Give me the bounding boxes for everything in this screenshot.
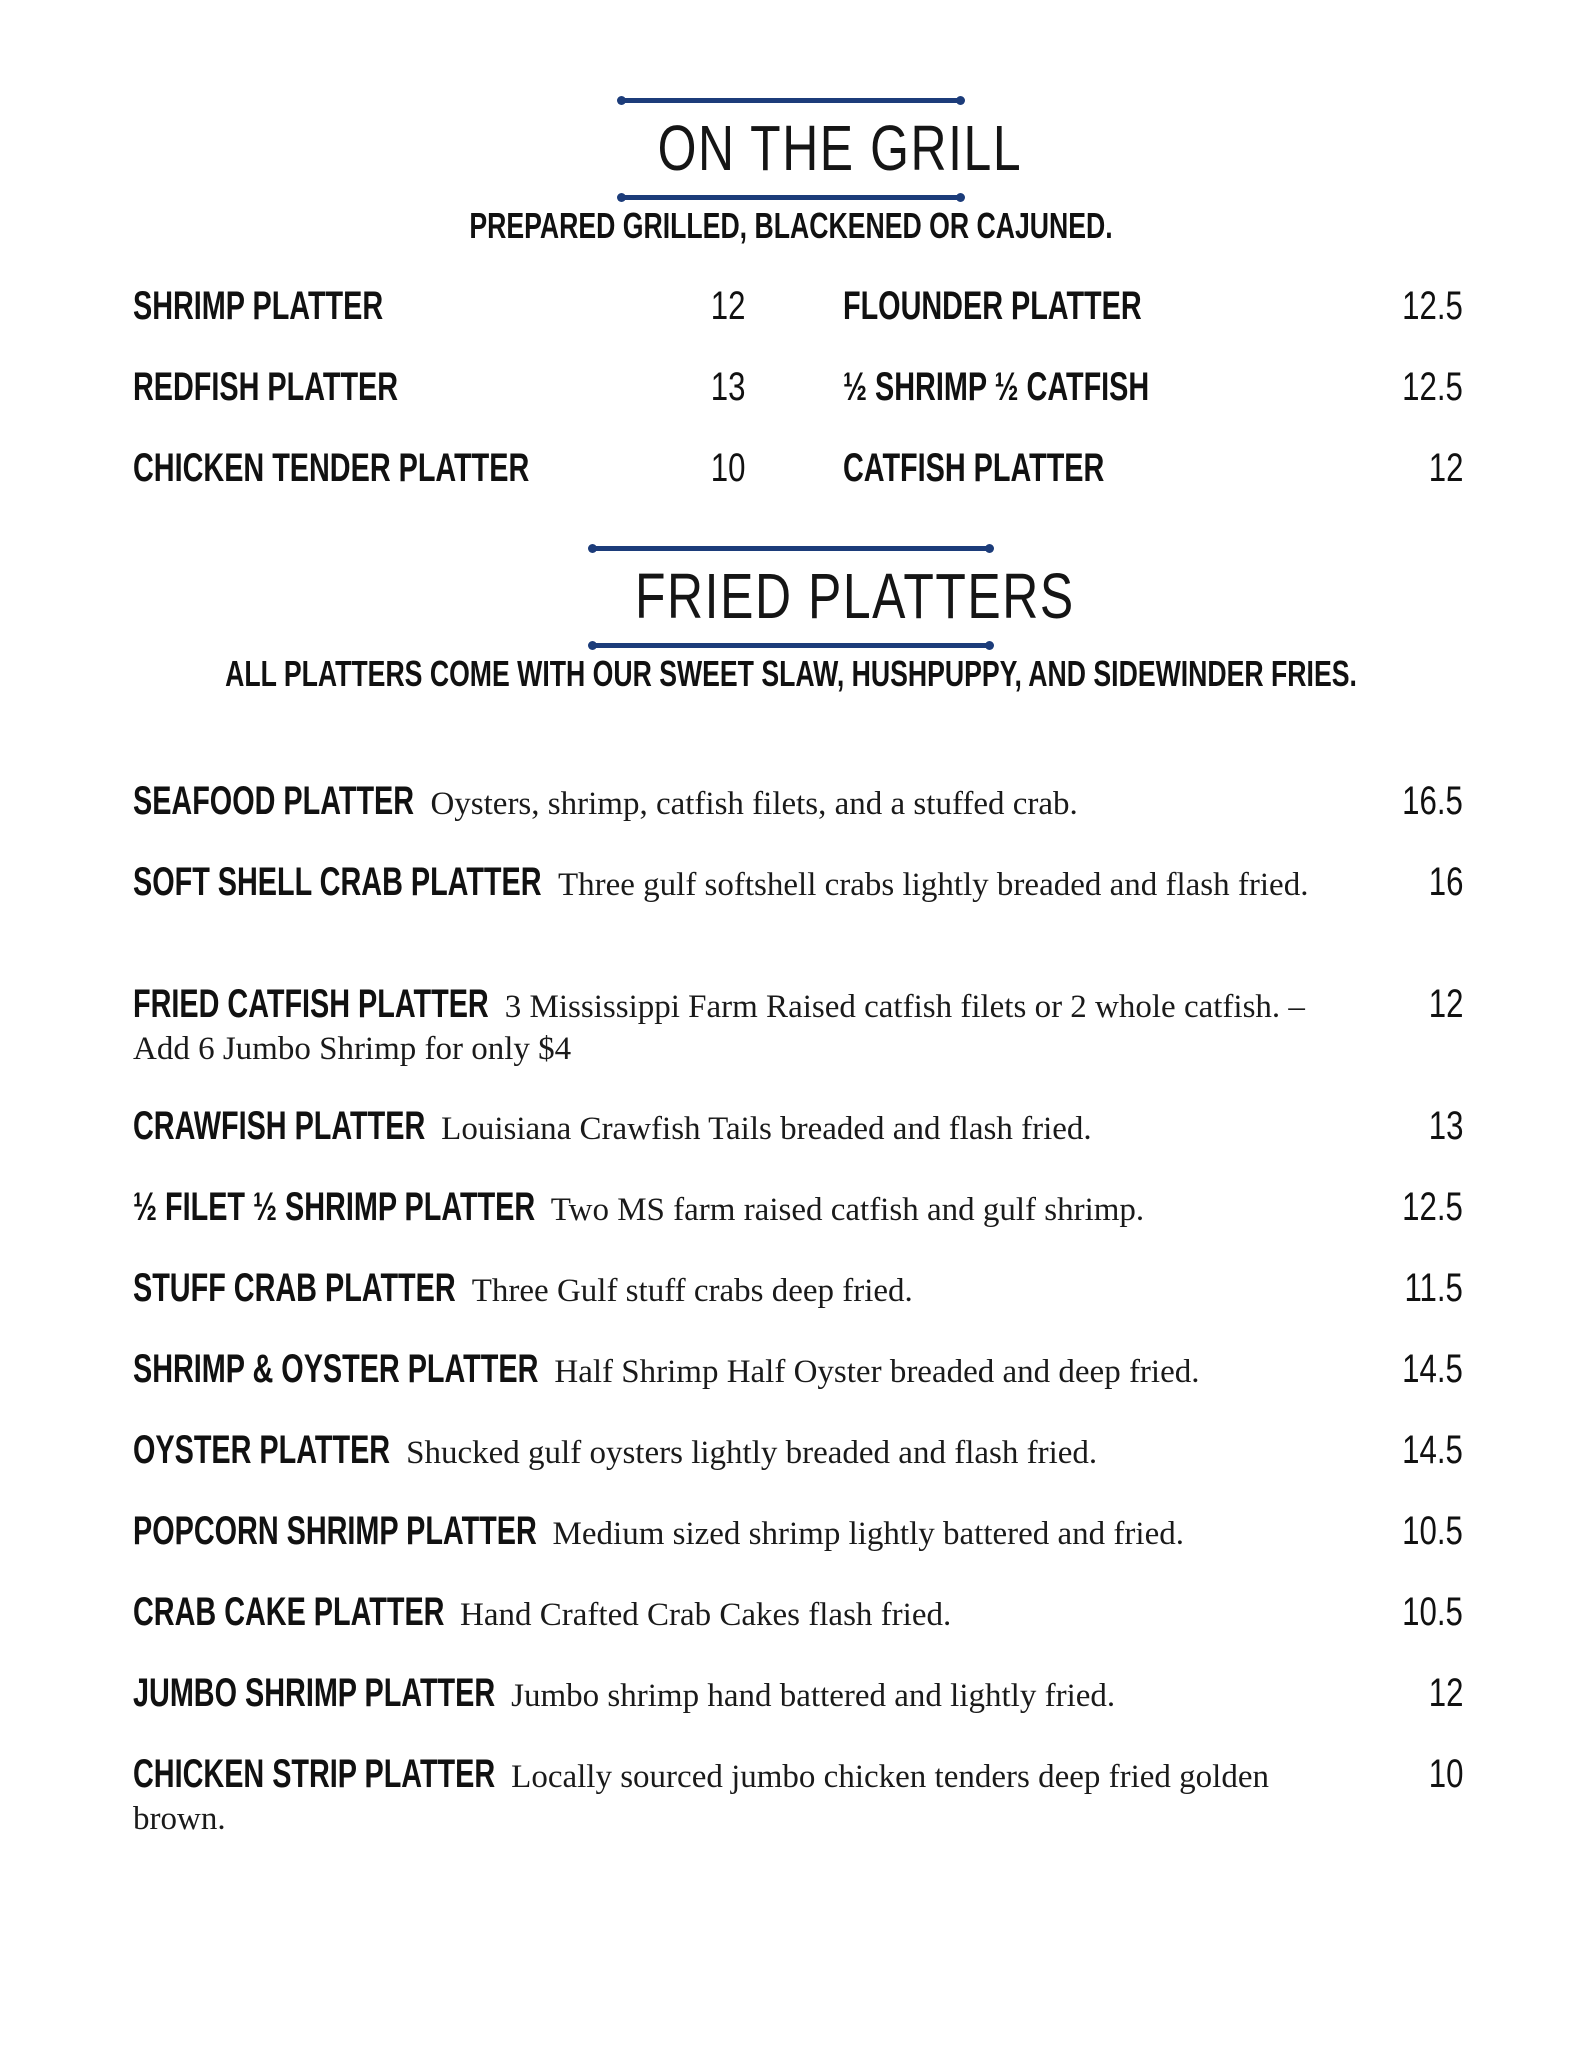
menu-item-price: 12 [1428, 1671, 1463, 1715]
grill-item [843, 280, 1463, 332]
menu-item-name: SEAFOOD PLATTER [133, 779, 415, 823]
menu-item-description: Hand Crafted Crab Cakes flash fried. [460, 1597, 952, 1633]
grill-item-price: 12 [1428, 446, 1463, 490]
menu-item-name: ½ FILET ½ SHRIMP PLATTER [133, 1185, 536, 1229]
menu-item-description: Jumbo shrimp hand battered and lightly fried. [511, 1678, 1116, 1714]
menu-item-description: Louisiana Crawfish Tails breaded and flash fried. [441, 1111, 1092, 1147]
grill-item-price: 12 [710, 284, 745, 328]
menu-item [133, 1510, 1463, 1555]
menu-item [133, 1186, 1463, 1231]
fried-bottom-rule [591, 643, 991, 648]
grill-top-rule [620, 98, 962, 103]
menu-item [133, 1105, 1463, 1150]
menu-item-price: 13 [1428, 1104, 1463, 1148]
menu-item-price: 12 [1428, 982, 1463, 1026]
fried-subtitle: ALL PLATTERS COME WITH OUR SWEET SLAW, HUSHPUPPY, AND SIDEWINDER FRIES. [225, 653, 1357, 694]
menu-item [133, 1267, 1463, 1312]
menu-item-name: STUFF CRAB PLATTER [133, 1266, 456, 1310]
menu-item-price: 14.5 [1402, 1428, 1463, 1472]
menu-item-name: POPCORN SHRIMP PLATTER [133, 1509, 537, 1553]
menu-item-description: 3 Mississippi Farm Raised catfish filets or 2 whole catfish. – Add 6 Jumbo Shrimp for only $4 [133, 989, 1305, 1067]
grill-item-name: SHRIMP PLATTER [133, 284, 384, 328]
grill-item-name: CATFISH PLATTER [843, 446, 1105, 490]
menu-item-name: CHICKEN STRIP PLATTER [133, 1752, 496, 1796]
menu-item-price: 12.5 [1402, 1185, 1463, 1229]
fried-top-rule [591, 546, 991, 551]
menu-item-price: 14.5 [1402, 1347, 1463, 1391]
grill-item-name: ½ SHRIMP ½ CATFISH [843, 365, 1150, 409]
menu-item-price: 10.5 [1402, 1590, 1463, 1634]
grill-subtitle: PREPARED GRILLED, BLACKENED OR CAJUNED. [469, 205, 1113, 246]
menu-item-name: SHRIMP & OYSTER PLATTER [133, 1347, 539, 1391]
menu-item [133, 1348, 1463, 1393]
menu-item-description: Two MS farm raised catfish and gulf shrimp. [550, 1192, 1145, 1228]
grill-item [133, 361, 745, 413]
menu-item [133, 780, 1463, 825]
grill-item-name: REDFISH PLATTER [133, 365, 399, 409]
menu-item-name: SOFT SHELL CRAB PLATTER [133, 860, 542, 904]
grill-item-price: 12.5 [1402, 284, 1463, 328]
menu-item-description: Medium sized shrimp lightly battered and fried. [552, 1516, 1184, 1552]
menu-item-price: 10 [1428, 1752, 1463, 1796]
grill-item-price: 10 [710, 446, 745, 490]
fried-title: FRIED PLATTERS [635, 560, 1075, 632]
grill-item [843, 442, 1463, 494]
menu-item-name: CRAWFISH PLATTER [133, 1104, 426, 1148]
grill-item-name: CHICKEN TENDER PLATTER [133, 446, 530, 490]
menu-item-description: Oysters, shrimp, catfish filets, and a stuffed crab. [430, 786, 1078, 822]
grill-section-header [0, 98, 1582, 248]
menu-item-price: 16.5 [1402, 779, 1463, 823]
grill-item-price: 12.5 [1402, 365, 1463, 409]
menu-item-name: CRAB CAKE PLATTER [133, 1590, 445, 1634]
menu-item-description: Locally sourced jumbo chicken tenders deep fried golden brown. [133, 1759, 1269, 1837]
menu-item [133, 1753, 1463, 1840]
menu-item-description: Half Shrimp Half Oyster breaded and deep fried. [554, 1354, 1200, 1390]
menu-item [133, 1591, 1463, 1636]
grill-heading-frame [620, 98, 1023, 200]
grill-bottom-rule [620, 195, 962, 200]
grill-title: ON THE GRILL [657, 112, 1023, 184]
grill-item [133, 280, 745, 332]
menu-item-name: JUMBO SHRIMP PLATTER [133, 1671, 496, 1715]
fried-heading-frame [591, 546, 1075, 648]
menu-item [133, 1672, 1463, 1717]
fried-section-header [0, 546, 1582, 696]
menu-item [133, 861, 1463, 906]
menu-item-price: 16 [1428, 860, 1463, 904]
menu-item-price: 11.5 [1404, 1266, 1463, 1310]
grill-item [133, 442, 745, 494]
menu-item-description: Three Gulf stuff crabs deep fried. [471, 1273, 913, 1309]
grill-item-price: 13 [710, 365, 745, 409]
menu-item [133, 983, 1463, 1070]
grill-item [843, 361, 1463, 413]
menu-item-name: OYSTER PLATTER [133, 1428, 391, 1472]
menu-item-name: FRIED CATFISH PLATTER [133, 982, 489, 1026]
menu-item-price: 10.5 [1402, 1509, 1463, 1553]
grill-item-name: FLOUNDER PLATTER [843, 284, 1142, 328]
menu-item-description: Shucked gulf oysters lightly breaded and flash fried. [406, 1435, 1098, 1471]
menu-item [133, 1429, 1463, 1474]
menu-item-description: Three gulf softshell crabs lightly breaded and flash fried. [557, 867, 1309, 903]
